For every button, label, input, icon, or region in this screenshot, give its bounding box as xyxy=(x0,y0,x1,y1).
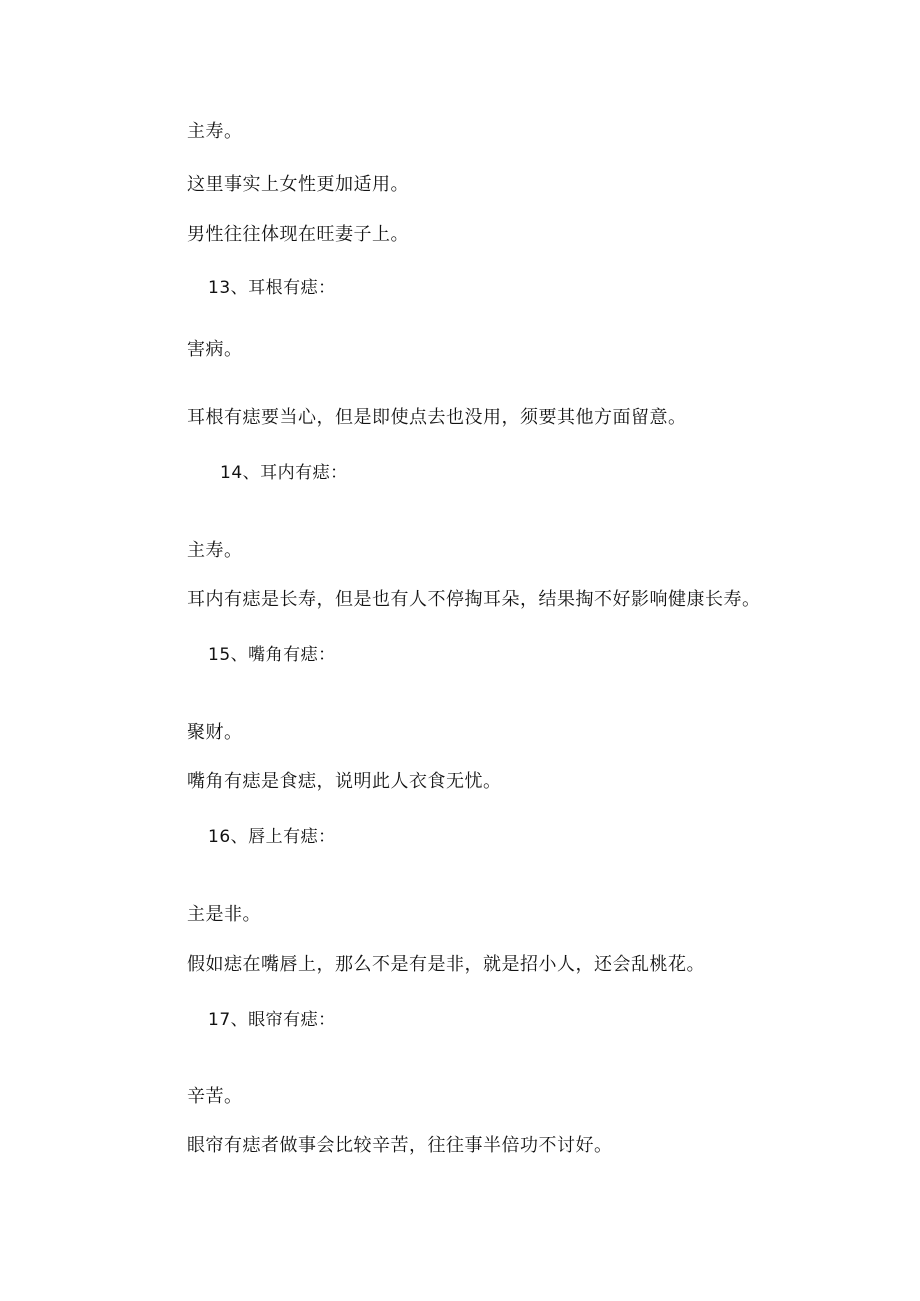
text-line: 聚财。 xyxy=(187,722,243,743)
section-heading-16: 16、唇上有痣： xyxy=(208,827,336,847)
text-line: 嘴角有痣是食痣，说明此人衣食无忧。 xyxy=(187,771,502,792)
text-line: 这里事实上女性更加适用。 xyxy=(187,174,409,195)
text-line: 假如痣在嘴唇上，那么不是有是非，就是招小人，还会乱桃花。 xyxy=(187,954,705,975)
text-line: 辛苦。 xyxy=(187,1086,243,1107)
text-line: 耳内有痣是长寿，但是也有人不停掏耳朵，结果掏不好影响健康长寿。 xyxy=(187,589,761,610)
text-line: 眼帘有痣者做事会比较辛苦，往往事半倍功不讨好。 xyxy=(187,1135,613,1156)
text-line: 主寿。 xyxy=(187,540,243,561)
text-line: 主是非。 xyxy=(187,904,261,925)
section-heading-17: 17、眼帘有痣： xyxy=(208,1010,336,1030)
text-line: 男性往往体现在旺妻子上。 xyxy=(187,224,409,245)
section-heading-13: 13、耳根有痣： xyxy=(208,278,336,298)
section-heading-14: 14、耳内有痣： xyxy=(220,463,348,483)
section-heading-15: 15、嘴角有痣： xyxy=(208,645,336,665)
text-line: 主寿。 xyxy=(187,121,243,142)
text-line: 耳根有痣要当心，但是即使点去也没用，须要其他方面留意。 xyxy=(187,407,687,428)
text-line: 害病。 xyxy=(187,339,243,360)
